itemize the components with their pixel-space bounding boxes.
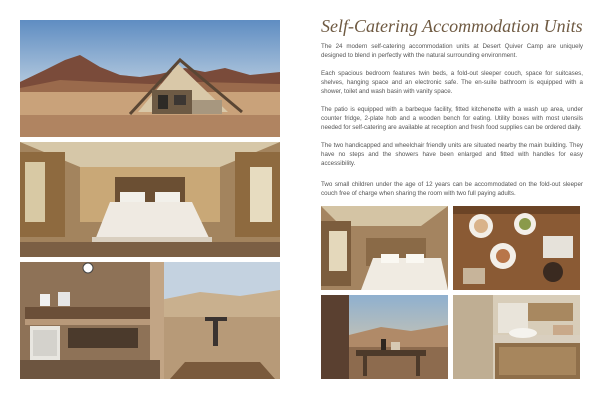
paragraph-accessibility: The two handicapped and wheelchair friendly units are situated nearby the main building. They have no steps and the showers have been enlarged and fitted with handles for easy accessibility. [321, 142, 583, 167]
paragraph-intro: The 24 modern self-catering accommodation units at Desert Quiver Camp are uniquely designed to blend in perfectly with the natural surrounding environment. [321, 43, 583, 59]
photo-kitchenette-patio [20, 262, 280, 379]
photo-table-setting [453, 206, 580, 290]
photo-bedroom [20, 142, 280, 257]
photo-bathroom [453, 295, 580, 379]
page-title: Self-Catering Accommodation Units [321, 16, 583, 36]
paragraph-patio: The patio is equipped with a barbeque facility, fitted kitchenette with a wash up area, under counter fridge, 2-plate hob and a wooden bench for eating. Utility boxes with most utensils needed for self-catering are available at reception and fresh food supplies can be ordered daily. [321, 106, 583, 131]
photo-unit-exterior [20, 20, 280, 137]
paragraph-bedroom: Each spacious bedroom features twin beds, a fold-out sleeper couch, space for suitcases, shelves, hanging space and an electronic safe. The en-suite bathroom is equipped with a shower, toilet and wash basin with vanity space. [321, 70, 583, 95]
paragraph-children: Two small children under the age of 12 years can be accommodated on the fold-out sleeper couch free of charge when sharing the room with two full paying adults. [321, 181, 583, 197]
photo-room-view [321, 206, 448, 290]
photo-patio-sunset [321, 295, 448, 379]
